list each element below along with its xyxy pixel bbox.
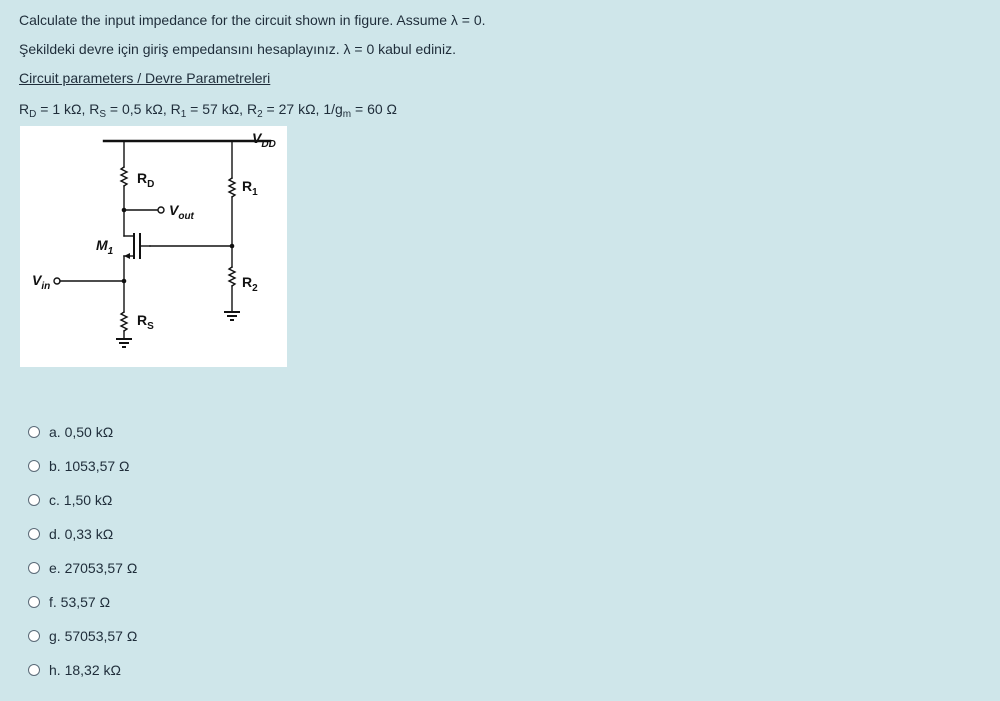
circuit-diagram <box>20 126 287 367</box>
r1-resistor <box>229 178 235 197</box>
source-arrow <box>124 253 130 259</box>
label-vdd: $V_{DD}$ <box>252 130 276 150</box>
gm-symbol: 1/g <box>323 101 343 117</box>
option-f-label[interactable]: f. 53,57 Ω <box>49 594 111 610</box>
radio-h[interactable] <box>28 664 40 676</box>
radio-b[interactable] <box>28 460 40 472</box>
rs-resistor <box>121 312 127 331</box>
option-c-label[interactable]: c. 1,50 kΩ <box>49 492 113 508</box>
question-text-english: Calculate the input impedance for the circuit shown in figure. Assume λ = 0. <box>19 12 486 28</box>
rd-resistor <box>121 167 127 186</box>
option-h[interactable] <box>28 658 121 682</box>
label-vin: $V_{in}$ <box>32 272 51 292</box>
label-vout: $V_{out}$ <box>169 202 194 222</box>
label-rs: $R_S$ <box>137 312 154 332</box>
r1-symbol: R <box>170 101 181 117</box>
r2-value: = 27 kΩ, <box>262 101 324 117</box>
rd-symbol: R <box>19 101 30 117</box>
rs-subscript: S <box>99 109 107 120</box>
radio-d[interactable] <box>28 528 40 540</box>
r1-value: = 57 kΩ, <box>186 101 247 117</box>
vin-terminal <box>54 278 60 284</box>
option-b[interactable] <box>28 454 130 478</box>
circuit-parameters-values <box>19 101 398 120</box>
option-e-label[interactable]: e. 27053,57 Ω <box>49 560 138 576</box>
option-g[interactable] <box>28 624 137 648</box>
option-h-label[interactable]: h. 18,32 kΩ <box>49 662 121 678</box>
rd-value: = 1 kΩ, <box>36 101 90 117</box>
gm-subscript: m <box>342 109 352 120</box>
radio-f[interactable] <box>28 596 40 608</box>
r2-symbol: R <box>246 101 258 117</box>
label-rd: $R_D$ <box>137 170 155 190</box>
r1-subscript: 1 <box>180 109 187 120</box>
option-d-label[interactable]: d. 0,33 kΩ <box>49 526 114 542</box>
option-a[interactable] <box>28 420 113 444</box>
vout-terminal <box>158 207 164 213</box>
option-e[interactable] <box>28 556 137 580</box>
label-m1: $M_1$ <box>96 237 114 257</box>
rs-value: = 0,5 kΩ, <box>106 101 171 117</box>
question-text-turkish: Şekildeki devre için giriş empedansını hesaplayınız. λ = 0 kabul ediniz. <box>19 41 456 57</box>
option-f[interactable] <box>28 590 110 614</box>
option-d[interactable] <box>28 522 113 546</box>
radio-c[interactable] <box>28 494 40 506</box>
option-b-label[interactable]: b. 1053,57 Ω <box>49 458 130 474</box>
radio-a[interactable] <box>28 426 40 438</box>
circuit-parameters-link[interactable]: Circuit parameters / Devre Parametreleri <box>19 70 271 86</box>
option-g-label[interactable]: g. 57053,57 Ω <box>49 628 138 644</box>
gm-value: = 60 Ω <box>351 101 398 117</box>
rs-symbol: R <box>89 101 100 117</box>
option-a-label[interactable]: a. 0,50 kΩ <box>49 424 114 440</box>
radio-g[interactable] <box>28 630 40 642</box>
r2-resistor <box>229 267 235 286</box>
label-r1: $R_1$ <box>242 178 258 198</box>
option-c[interactable] <box>28 488 112 512</box>
label-r2: $R_2$ <box>242 274 258 294</box>
circuit-figure <box>20 126 287 367</box>
r2-subscript: 2 <box>257 109 263 120</box>
rd-subscript: D <box>29 109 37 120</box>
radio-e[interactable] <box>28 562 40 574</box>
